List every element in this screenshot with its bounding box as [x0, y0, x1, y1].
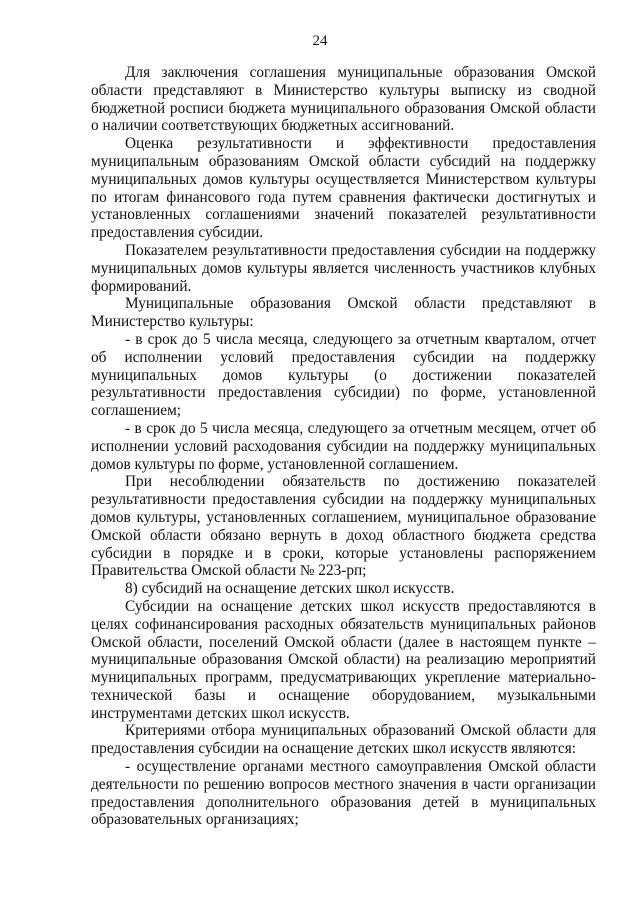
document-body	[91, 64, 596, 829]
paragraph-performance-indicator: Показателем результативности предоставления субсидии на поддержку муниципальных домов культуры является численность участников клубных формирований.	[91, 241, 596, 295]
paragraph-art-school-subsidy: Субсидии на оснащение детских школ искусств предоставляются в целях софинансирования расходных обязательств муниципальных районов Омской области, поселений Омской области (далее в настоящем пункте – муниципальные образования Омской области) на реализацию мероприятий муниципальных программ, предусматривающих укрепление материально-технической базы и оснащение оборудованием, музыкальными инструментами детских школ искусств.	[91, 597, 596, 722]
paragraph-non-compliance: При несоблюдении обязательств по достижению показателей результативности предоставления субсидии на поддержку муниципальных домов культуры, установленных соглашением, муниципальное образование Омской области обязано вернуть в доход областного бюджета средства субсидии в порядке и в сроки, которые установлены распоряжением Правительства Омской области № 223-рп;	[91, 473, 596, 580]
paragraph-item-8-heading: 8) субсидий на оснащение детских школ искусств.	[125, 580, 455, 598]
paragraph-reporting-intro: Муниципальные образования Омской области представляют в Министерство культуры:	[91, 295, 596, 331]
paragraph-monthly-report: - в срок до 5 числа месяца, следующего за отчетным месяцем, отчет об исполнении условий расходования субсидии на поддержку муниципальных домов культуры по форме, установленной соглашением.	[91, 419, 596, 473]
paragraph-criterion-1: - осуществление органами местного самоуправления Омской области деятельности по решению вопросов местного значения в части организации предоставления дополнительного образования детей в муниципальных образовательных организациях;	[91, 758, 596, 829]
page-number: 24	[312, 33, 328, 49]
paragraph-quarterly-report: - в срок до 5 числа месяца, следующего за отчетным кварталом, отчет об исполнении условий предоставления субсидии на поддержку муниципальных домов культуры (о достижении показателей результативности предоставления субсидии) по форме, установленной соглашением;	[91, 330, 596, 420]
paragraph-selection-criteria: Критериями отбора муниципальных образований Омской области для предоставления субсидии на оснащение детских школ искусств являются:	[91, 722, 596, 758]
paragraph-evaluation: Оценка результативности и эффективности предоставления муниципальным образованиям Омской области субсидий на поддержку муниципальных домов культуры осуществляется Министерством культуры по итогам финансового года путем сравнения фактически достигнутых и установленных соглашениями значений показателей результативности предоставления субсидии.	[91, 135, 596, 242]
paragraph-agreement-documents: Для заключения соглашения муниципальные образования Омской области представляют в Министерство культуры выписку из сводной бюджетной росписи бюджета муниципального образования Омской области о наличии соответствующих бюджетных ассигнований.	[91, 64, 596, 135]
